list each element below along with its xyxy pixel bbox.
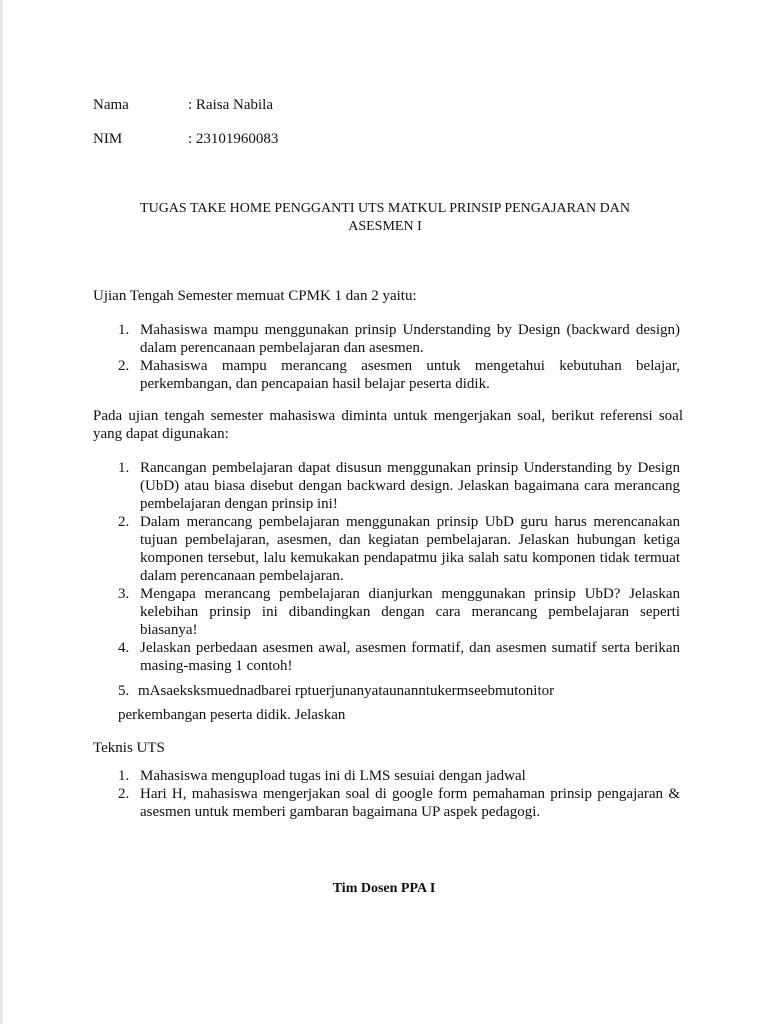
list-item: [118, 459, 680, 513]
item-text: Mahasiswa mampu menggunakan prinsip Understanding by Design (backward design) dalam perencanaan pembelajaran dan asesmen.: [140, 322, 680, 356]
teknis-title: Teknis UTS: [93, 740, 165, 756]
item-number: 1.: [118, 768, 130, 784]
list-item: [118, 767, 680, 785]
cpmk-list: [118, 321, 680, 393]
item-number: 2.: [118, 786, 130, 802]
list-item: [118, 321, 680, 357]
nim-row: [93, 130, 278, 148]
page-edge: [0, 0, 3, 1024]
document-title: [90, 200, 680, 236]
title-line-1: TUGAS TAKE HOME PENGGANTI UTS MATKUL PRINSIP PENGAJARAN DAN: [140, 201, 630, 216]
questions-list: [118, 459, 680, 675]
nim-value: : 23101960083: [188, 131, 279, 147]
item-number: 3.: [118, 586, 130, 602]
name-row: [93, 96, 273, 114]
item-text: Mahasiswa mengupload tugas ini di LMS sesuiai dengan jadwal: [140, 768, 526, 784]
scrambled-text: mAsaeksksmuednadbarei rptuerjunanyataunanntukermseebmutonitor: [138, 683, 555, 699]
item-number: 1.: [118, 460, 130, 476]
item-number: 5.: [118, 683, 130, 699]
item-text: Mengapa merancang pembelajaran dianjurkan menggunakan prinsip UbD? Jelaskan kelebihan prinsip ini dibandingkan dengan cara merancang pembelajaran seperti biasanya!: [140, 586, 680, 638]
item-number: 2.: [118, 358, 130, 374]
item-text: Hari H, mahasiswa mengerjakan soal di google form pemahaman prinsip pengajaran & asesmen untuk memberi gambaran bagaimana UP aspek pedagogi.: [140, 786, 680, 820]
instruction-paragraph: Pada ujian tengah semester mahasiswa diminta untuk mengerjakan soal, berikut referensi soal yang dapat digunakan:: [93, 408, 683, 442]
item-text: Rancangan pembelajaran dapat disusun menggunakan prinsip Understanding by Design (UbD) atau biasa disebut dengan backward design. Jelaskan bagaimana cara merancang pembelajaran dengan prinsip ini!: [140, 460, 680, 512]
item-text: Mahasiswa mampu merancang asesmen untuk mengetahui kebutuhan belajar, perkembangan, dan pencapaian hasil belajar peserta didik.: [140, 358, 680, 392]
nim-label: NIM: [93, 131, 123, 147]
title-line-2: ASESMEN I: [348, 219, 422, 234]
list-item: [118, 639, 680, 675]
item-number: 4.: [118, 640, 130, 656]
item-text: Jelaskan perbedaan asesmen awal, asesmen formatif, dan asesmen sumatif serta berikan masing-masing 1 contoh!: [140, 640, 680, 674]
name-label: Nama: [93, 97, 129, 113]
intro-text: Ujian Tengah Semester memuat CPMK 1 dan 2 yaitu:: [93, 288, 417, 304]
teknis-list: [118, 767, 680, 821]
name-value: : Raisa Nabila: [188, 97, 273, 113]
question-5-line-2: perkembangan peserta didik. Jelaskan: [118, 707, 346, 723]
item-number: 2.: [118, 514, 130, 530]
list-item: [118, 585, 680, 639]
item-number: 1.: [118, 322, 130, 338]
list-item: [118, 785, 680, 821]
list-item: [118, 513, 680, 585]
signature: Tim Dosen PPA I: [332, 881, 436, 896]
list-item: [118, 357, 680, 393]
item-text: Dalam merancang pembelajaran menggunakan prinsip UbD guru harus merencanakan tujuan pembelajaran, asesmen, dan kegiatan pembelajaran. Jelaskan hubungan ketiga komponen tersebut, lalu kemukakan pendapatmu jika salah satu komponen tidak termuat dalam perencanaan pembelajaran.: [140, 514, 680, 584]
